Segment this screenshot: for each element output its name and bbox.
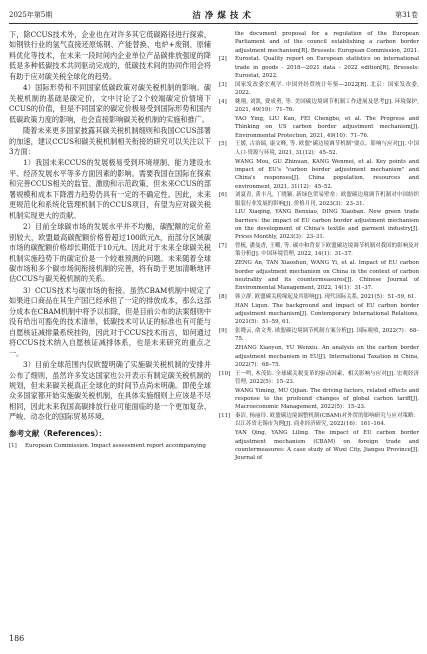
reference-text: the document proposal for a regulation of the European Parliament and of the council establishing a carbon border adjustment mechanism[R]. Brussels: European Commission, 2021. bbox=[235, 31, 419, 54]
reference-entry bbox=[219, 259, 419, 292]
body-paragraph: 1）我国未来CCUS的发展极易受到环境规制、能力建设水平、经济发展水平等多方面因素的影响。需要我国在国际在探索和完善CCUS相关的监管、激励和示范政策，但未来CCUS的部署规模和成本下降潜力趋势仍具有一定的不确定性。因此，未来更规范化和系统化管理机制下的CCUS项目，有望为应对碳关税机制实现更大的贡献。 bbox=[9, 158, 211, 220]
reference-entry bbox=[219, 30, 419, 55]
reference-entry bbox=[9, 442, 211, 451]
reference-number bbox=[219, 344, 235, 369]
reference-text: 王媛, 古治瑞, 康文峰, 等. 欧盟"碳边境调节机制"要点、影响与应对[J]. 中国人口·资源与环境, 2021, 31(12)：45–52. bbox=[235, 141, 419, 156]
reference-entry bbox=[219, 327, 419, 344]
reference-number: [9] bbox=[219, 328, 227, 335]
reference-entry bbox=[219, 115, 419, 140]
reference-text: European Commission. Impact assessment report accompanying bbox=[25, 442, 206, 449]
reference-text: WANG Yiming, MU Qijian. The driving factors, related effects and response to the profound changes of global carbon tariff[J]. Macroeconomic Management, 2022(5)：15–23. bbox=[235, 387, 419, 411]
reference-number bbox=[219, 429, 235, 462]
reference-text: Eurostat. Quality report on European statistics on international trade in goods - 2018—2021 data - 2022 edition[R]. Brussels: Eurostat, 2022. bbox=[235, 56, 419, 80]
reference-text: ZENG An, TAN Xiaoshun, WANG Yi, et al. Impact of EU carbon border adjustment mechanism on China in the context of carbon neutrality and its countermeasures[J]. Chinese Journal of Environmental Management, 2022, 14(1)：31–37. bbox=[235, 260, 419, 292]
reference-text: HAN Liqun. The background and impact of EU carbon border adjustment mechanism[J]. Contemporary International Relations, 2021(5)：51–59, 61. bbox=[235, 302, 419, 326]
reference-text: 张晓云, 俞文秀. 欧盟碳边境调节机制方案分析[J]. 国际税收, 2022(7)：68–75. bbox=[235, 328, 419, 343]
reference-entry bbox=[219, 344, 419, 369]
reference-entry bbox=[219, 412, 419, 429]
reference-number: [4] bbox=[219, 98, 227, 105]
reference-number: [2] bbox=[219, 56, 227, 63]
reference-number: [1] bbox=[9, 442, 17, 449]
volume-label: 第31卷 bbox=[395, 11, 418, 19]
reference-entry bbox=[219, 55, 419, 80]
right-column bbox=[219, 30, 419, 463]
page-number: 186 bbox=[9, 634, 25, 643]
body-paragraph: 2）目前全球碳市场的发展水平并不均衡，碳配额的定价差别较大，欧盟最高碳配额价格曾超过100欧元/t，而部分区域碳市场的碳配额价格却长期低于10元/t。因此对于未来全球碳关税机制实施趋势下的碳定价是一个较难预测的问题。未来随着全球碳市场和多个碳市场间衔接机制的完善，将有助于更加清晰地评估CCUS与碳关税机制的关系。 bbox=[9, 222, 211, 284]
reference-text: 秦洁, 杨丽玲. 欧盟碳边境调整机制(CBAM)对外贸的影响研究与应对策略：以江苏省无锡市为例[J]. 商业经济研究, 2022(16)：161–164. bbox=[235, 413, 419, 428]
reference-text: ZHANG Xiaoyun, YU Wenxiu. An analysis on the carbon border adjustment mechanism in EU[J]. International Taxation in China, 2022(7)：68–75. bbox=[235, 345, 419, 368]
reference-number bbox=[219, 158, 235, 191]
reference-entry bbox=[219, 293, 419, 301]
reference-number bbox=[219, 259, 235, 292]
body-paragraph: 3）目前全球范围内仅欧盟明确了实施碳关税机制的安排并公布了细则，虽然许多发达国家也公开表示有制定碳关税机制的规划，但未来碳关税真正全球化的时间节点尚未明确。即使全球众多国家都开始实施碳关税机制，在具体实施细则上应该是不尽相同，因此未来我国高碳排放行业可能面临的是一个更加复杂、严峻、动态化的国际贸易环境。 bbox=[9, 360, 211, 422]
header-divider bbox=[9, 23, 418, 24]
reference-entry bbox=[219, 387, 419, 412]
reference-text: 曾梳, 潘曼香, 王嚼, 等. 碳中和背景下欧盟碳边境调节机制对我国的影响及对策分析[J]. 中国环境管理, 2022, 14(1)：31–37. bbox=[235, 243, 419, 258]
reference-text: YAO Ying, LIU Kan, FEI Chengbo, et al. The Progress and Thinking on US carbon border adjustment mechanism[J]. Environmental Protection, 2021, 49(10)：71–76. bbox=[235, 116, 419, 139]
reference-entry bbox=[219, 191, 419, 208]
reference-text: 刘夏青, 黄丰凡, 丁晓颖. 新绿色贸易壁垒：欧盟碳边境调节机制对中国纺织服装行业发展的影响[J]. 价格月刊, 2023(3)：23–31. bbox=[235, 192, 419, 207]
reference-number bbox=[219, 302, 235, 327]
reference-entry bbox=[219, 370, 419, 387]
reference-text: 姚翔, 刘凯, 费成勇, 等. 美国碳边境调节机制工作进展及思考[J]. 环境保护, 2021, 49(19)：71–76. bbox=[235, 98, 419, 114]
body-paragraph: 4）国际形势和不同国家低碳政策对碳关税机制的影响。碳关税机制的基础是碳定价，文中讨论了2个较端碳定价情境下CCUS的价值，但是不同国家的碳定价极易受到国际形势和国内低碳政策力度的影响，也会直接影响碳关税机制的实施和推广。 bbox=[9, 83, 211, 124]
body-paragraph: 下，除CCUS技术外，企业也在对许多其它低碳路径进行探索，如钢铁行业的氢气直接还原炼钢、产能替换、电炉+废钢、原辅料优化等技术，在未来一段时间内企业单位产品碳排放强度的降低是多种低碳技术共同驱动完成的，低碳技术间的协同作用会将有助于应对碳关税全球化的趋势。 bbox=[9, 30, 211, 81]
reference-entry bbox=[219, 302, 419, 327]
reference-text: 国家发改委宏观学. 中国外经贸统计年鉴—2022[R]. 北京：国家发改委, 2022. bbox=[235, 81, 419, 97]
reference-number bbox=[219, 30, 235, 55]
running-header bbox=[9, 8, 418, 22]
reference-entry bbox=[219, 98, 419, 115]
reference-text: YAN Qing, YANG Liling. The impact of EU carbon border adjustment mechanism (CBAM) on foreign trade and countermeasures: A case study of Wuxi City, Jiangsu Province[J]. Journal of bbox=[235, 430, 419, 462]
left-column bbox=[9, 30, 211, 451]
reference-number: [10] bbox=[219, 370, 231, 377]
body-paragraph: 3）CCUS技术与碳市场的衔接。虽然CBAM机制中规定了如果进口商品在其生产国已经承担了一定的排放成本，那么这部分成本在CBAM机制中将予以扣除，但是目前公布的法案细则中没有给出可豁免的技术清单，低碳技术可认证的标准也有可能与自愿核证减排量系统挂钩，因此对于CCUS技术而言，如何通过将CCUS技术纳入自愿核证减排体系，也是未来研究的重点之一。 bbox=[9, 285, 211, 358]
reference-text: 韩立群. 欧盟碳关税缘起及其影响[J]. 现代国际关系, 2021(5)：51–59, 61. bbox=[235, 293, 417, 300]
reference-number: [7] bbox=[219, 243, 227, 250]
reference-text: LIU Xiaqing, YANG Benxiao, DING Xiaoban. New green trade barriers: the impact of EU carbon border adjustment mechanism on the development of China's textile and garment industry[J]. Prices Monthly, 2023(3)：23–31. bbox=[235, 209, 419, 241]
reference-number bbox=[219, 208, 235, 241]
reference-number: [5] bbox=[219, 141, 227, 148]
reference-entry bbox=[219, 242, 419, 259]
reference-number bbox=[219, 387, 235, 412]
reference-entry bbox=[219, 208, 419, 241]
reference-entry bbox=[219, 81, 419, 98]
reference-number: [3] bbox=[219, 81, 227, 88]
journal-title: 洁净煤技术 bbox=[192, 11, 255, 21]
reference-number: [11] bbox=[219, 413, 231, 420]
body-paragraph: 随着未来更多国家披露其碳关税机制细则和我国CCUS部署的加速，建议CCUS和碳关税机制相关衔接的研究可以关注以下3方面： bbox=[9, 126, 211, 156]
issue-label: 2025年第5期 bbox=[9, 11, 53, 19]
reference-number: [8] bbox=[219, 293, 227, 300]
reference-entry bbox=[219, 158, 419, 191]
reference-entry bbox=[219, 429, 419, 462]
reference-entry bbox=[219, 140, 419, 157]
reference-text: 王一鸣, 木茂佑. 全球碳关税变革的驱动因素、相关影响与应对[J]. 宏观经济管理, 2022(5)：15–23. bbox=[235, 370, 419, 385]
reference-number: [6] bbox=[219, 192, 227, 199]
reference-text: WANG Mou, GU Zhinuan, KANG Wenmei, et al. Key points and impact of EU's "carbon border adjustment mechanism" and China's responses[J]. China population, resources and environment, 2021, 31(12)：45–52. bbox=[235, 158, 419, 190]
references-heading: 参考文献（References）： bbox=[9, 428, 107, 438]
reference-number bbox=[219, 115, 235, 140]
